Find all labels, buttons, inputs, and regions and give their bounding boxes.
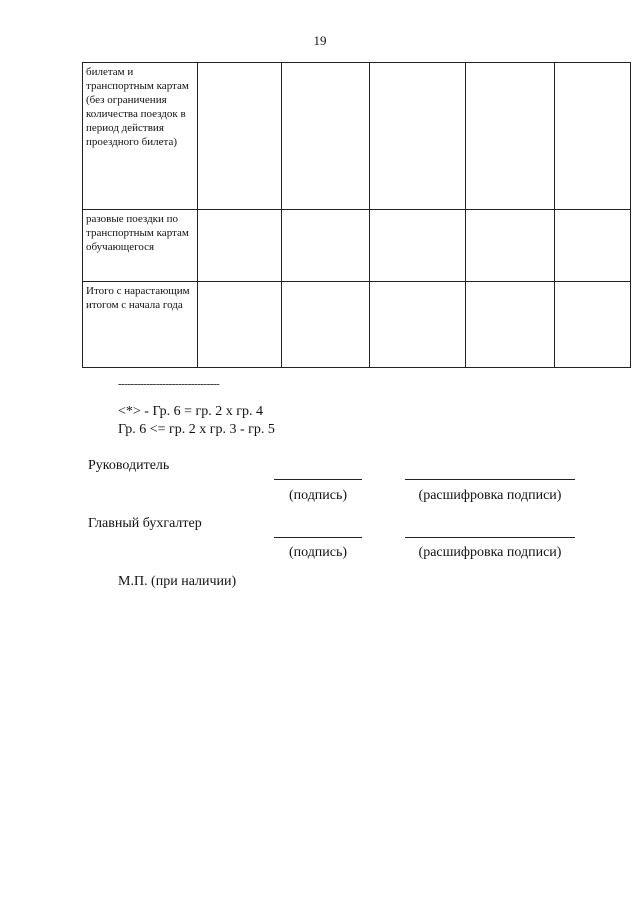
row-label: билетам и транспортным картам (без ограничения количества поездок в период действия проездного билета): [83, 63, 198, 210]
accountant-signature-line: [274, 537, 362, 538]
table-cell: [282, 210, 370, 282]
accountant-decode-caption: (расшифровка подписи): [418, 545, 562, 560]
row-label: разовые поездки по транспортным картам обучающегося: [83, 210, 198, 282]
head-signature-line: [274, 479, 362, 480]
table-row: [83, 63, 631, 210]
table-cell: [198, 210, 282, 282]
table-cell: [555, 282, 631, 368]
table-cell: [282, 63, 370, 210]
table-cell: [370, 63, 466, 210]
report-table: [82, 62, 631, 368]
table-cell: [282, 282, 370, 368]
table-cell: [370, 282, 466, 368]
table-row: [83, 282, 631, 368]
accountant-sign-caption: (подпись): [288, 545, 348, 560]
footnote-line-1: <*> - Гр. 6 = гр. 2 x гр. 4: [118, 404, 264, 419]
stamp-note: М.П. (при наличии): [118, 574, 237, 589]
table-cell: [466, 282, 555, 368]
table-cell: [555, 63, 631, 210]
table-cell: [555, 210, 631, 282]
page-number: 19: [313, 33, 327, 48]
footnote-line-2: Гр. 6 <= гр. 2 x гр. 3 - гр. 5: [118, 422, 275, 437]
table-cell: [466, 210, 555, 282]
head-decode-caption: (расшифровка подписи): [418, 488, 562, 503]
row-label: Итого с нарастающим итогом с начала года: [83, 282, 198, 368]
footnote-separator: --------------------------------: [118, 378, 220, 390]
table-cell: [370, 210, 466, 282]
table-row: [83, 210, 631, 282]
head-sign-caption: (подпись): [288, 488, 348, 503]
accountant-decode-line: [405, 537, 575, 538]
table-cell: [198, 63, 282, 210]
head-title: Руководитель: [88, 458, 170, 473]
table-cell: [198, 282, 282, 368]
head-decode-line: [405, 479, 575, 480]
accountant-title: Главный бухгалтер: [88, 516, 202, 531]
table-cell: [466, 63, 555, 210]
